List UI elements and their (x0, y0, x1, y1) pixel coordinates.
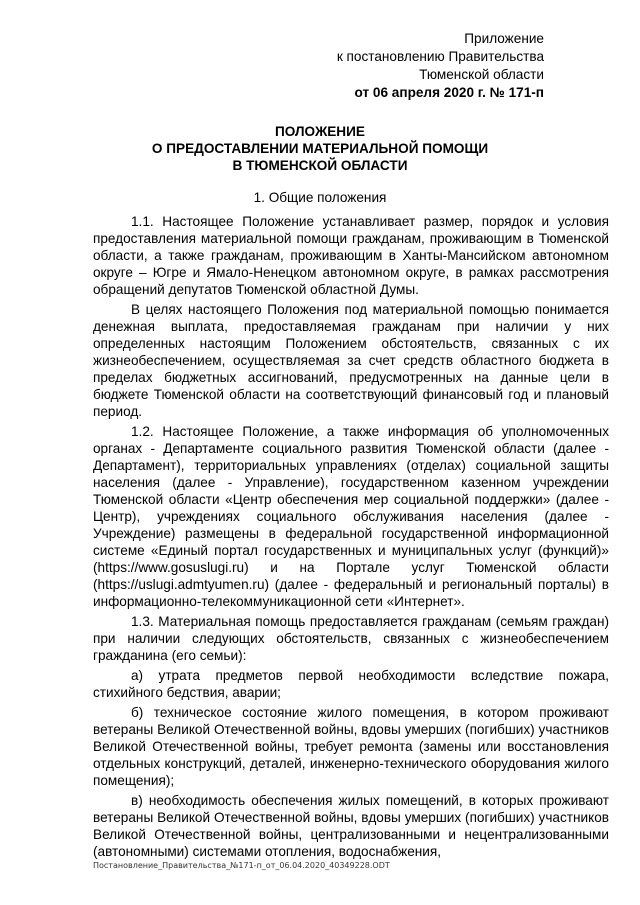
document-title (93, 123, 547, 174)
title-line-3: В ТЮМЕНСКОЙ ОБЛАСТИ (232, 158, 408, 173)
paragraph-item-b: б) техническое состояние жилого помещения, в котором проживают ветераны Великой Отечественной войны, вдовы умерших (погибших) участников Великой Отечественной войны, требует ремонта (замены или восстановления отдельных конструкций, деталей, инженерно-технического оборудования жилого помещения); (93, 705, 609, 788)
title-line-2: О ПРЕДОСТАВЛЕНИИ МАТЕРИАЛЬНОЙ ПОМОЩИ (151, 141, 489, 156)
appendix-resolution: к постановлению Правительства (336, 49, 544, 64)
appendix-region: Тюменской области (419, 67, 544, 82)
footer-filename: Постановление_Правительства_№171-п_от_06.04.2020_40349228.ODT (93, 861, 390, 870)
paragraph-1-3: 1.3. Материальная помощь предоставляется гражданам (семьям граждан) при наличии следующих обстоятельств, связанных с жизнеобеспечением гражданина (его семьи): (93, 614, 609, 663)
section-heading: 1. Общие положения (253, 190, 387, 205)
title-line-1: ПОЛОЖЕНИЕ (275, 124, 365, 139)
appendix-label: Приложение (464, 31, 544, 46)
paragraph-1-2: 1.2. Настоящее Положение, а также информация об уполномоченных органах - Департаменте социального развития Тюменской области (далее - Департамент), территориальных управлениях (отделах) социальной защиты населения (далее - Управление), государственном казенном учреждении Тюменской области «Центр обеспечения мер социальной поддержки» (далее - Центр), учреждениях социального обслуживания населения (далее - Учреждение) размещены в федеральной государственной информационной системе «Единый портал государственных и муниципальных услуг (функций)» (https://www.gosuslugi.ru) и на Портале услуг Тюменской области (https://uslugi.admtyumen.ru) (далее - федеральный и региональный порталы) в информационно-телекоммуникационной сети «Интернет». (93, 424, 609, 609)
appendix-header (300, 30, 544, 102)
paragraph-definition: В целях настоящего Положения под материальной помощью понимается денежная выплата, предоставляемая гражданам при наличии у них определенных настоящим Положением обстоятельств, связанных с их жизнеобеспечением, осуществляемая за счет средств областного бюджета в пределах бюджетных ассигнований, предусмотренных на данные цели в бюджете Тюменской области на соответствующий финансовый год и плановый период. (93, 302, 609, 419)
document-body (93, 213, 609, 863)
paragraph-item-a: а) утрата предметов первой необходимости вследствие пожара, стихийного бедствия, аварии; (93, 668, 609, 700)
appendix-date-number: от 06 апреля 2020 г. № 171-п (354, 85, 544, 100)
paragraph-item-v: в) необходимость обеспечения жилых помещений, в которых проживают ветераны Великой Отечественной войны, вдовы умерших (погибших) участников Великой Отечественной войны, централизованными и нецентрализованными (автономными) системами отопления, водоснабжения, (93, 793, 609, 859)
paragraph-1-1: 1.1. Настоящее Положение устанавливает размер, порядок и условия предоставления материальной помощи гражданам, проживающим в Тюменской области, а также гражданам, проживающим в Ханты-Мансийском автономном округе – Югре и Ямало-Ненецком автономном округе, в рамках рассмотрения обращений депутатов Тюменской областной Думы. (93, 214, 609, 297)
